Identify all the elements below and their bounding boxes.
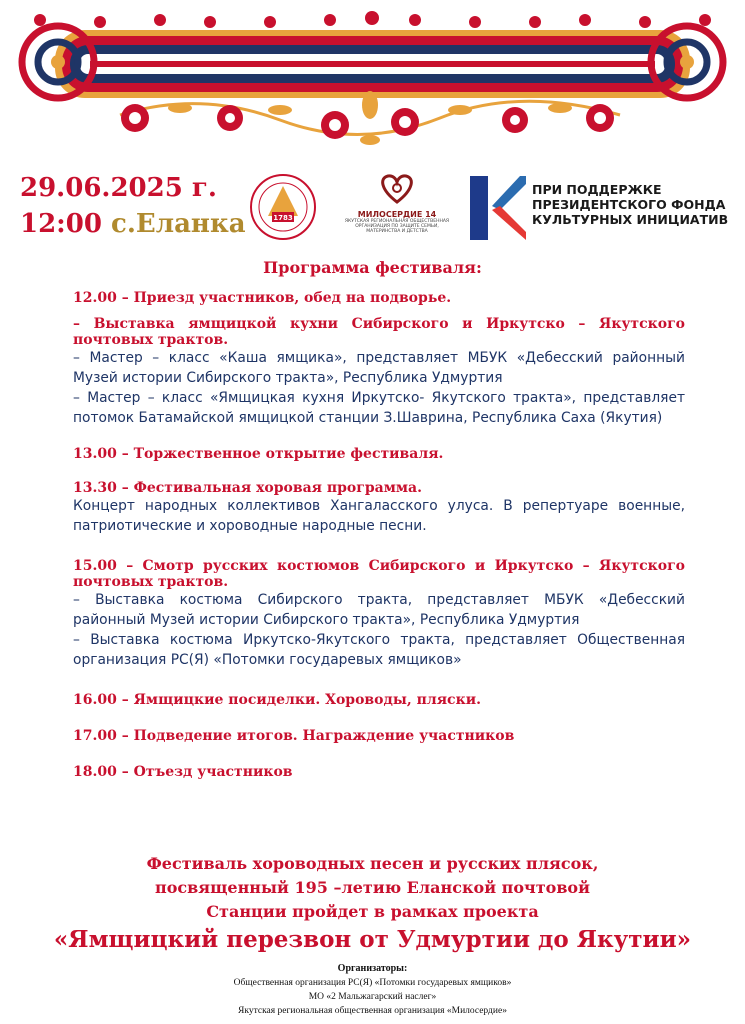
program-item (73, 480, 685, 536)
program-item-heading: 13.00 – Торжественное открытие фестиваля. (73, 446, 444, 462)
announcement-line-2: посвященный 195 –летию Еланской почтовой (155, 878, 590, 897)
organizers-title: Организаторы: (337, 963, 408, 974)
program-title: Программа фестиваля: (263, 258, 482, 277)
floral-garland-icon (120, 91, 620, 145)
event-time-place (20, 206, 246, 242)
ornament-top-dots (34, 11, 711, 28)
organizer-item: Общественная организация РС(Я) «Потомки государевых ямщиков» (233, 978, 512, 988)
program-item (73, 316, 685, 428)
presidential-fund-text (532, 182, 728, 227)
program-item-heading: 17.00 – Подведение итогов. Награждение участников (73, 728, 515, 744)
mercy-logo-name: МИЛОСЕРДИЕ 14 (357, 210, 437, 219)
mercy-logo (338, 172, 456, 242)
organizers-block (0, 962, 745, 1018)
program-list (73, 290, 685, 780)
program-item-heading: 15.00 – Смотр русских костюмов Сибирского и Иркутско – Якутского почтовых трактов. (73, 558, 685, 590)
program-item-text: – Выставка костюма Сибирского тракта, представляет МБУК «Дебесский районный Музей истории Сибирского тракта», Республика Удмуртия – Выставка костюма Иркутско-Якутского тракта, представляет Общественная организация РС(Я) «Потомки государевых ямщиков» (73, 592, 685, 668)
museum-emblem-logo (248, 172, 318, 242)
festival-announcement (0, 852, 745, 956)
organizer-item: Якутская региональная общественная организация «Милосердие» (238, 1006, 507, 1016)
program-item-heading: 16.00 – Ямщицкие посиделки. Хороводы, пляски. (73, 692, 481, 708)
presidential-fund-logo-icon (470, 176, 526, 240)
project-title: «Ямщицкий перезвон от Удмуртии до Якутии» (53, 926, 692, 953)
announcement-line-3: Станции пройдет в рамках проекта (206, 902, 539, 921)
fund-line-3: КУЛЬТУРНЫХ ИНИЦИАТИВ (532, 212, 729, 227)
event-date: 29.06.2025 г. (20, 173, 217, 203)
program-item (73, 764, 685, 780)
organizer-item: МО «2 Мальжагарский наслег» (308, 992, 437, 1002)
program-item (73, 446, 685, 462)
museum-emblem-number: 1783 (273, 214, 293, 222)
heart-ornament-icon (377, 172, 417, 204)
fund-line-2: ПРЕЗИДЕНТСКОГО ФОНДА (532, 197, 726, 212)
event-date-block (20, 170, 246, 242)
program-item-heading: 12.00 – Приезд участников, обед на подворье. (73, 290, 452, 306)
program-item-heading: 13.30 – Фестивальная хоровая программа. (73, 480, 422, 496)
mercy-logo-subtitle: ЯКУТСКАЯ РЕГИОНАЛЬНАЯ ОБЩЕСТВЕННАЯ ОРГАНИЗАЦИЯ ПО ЗАЩИТЕ СЕМЬИ, МАТЕРИНСТВА И ДЕТСТВА (344, 219, 450, 234)
program-item-text: – Мастер – класс «Каша ямщика», представляет МБУК «Дебесский районный Музей истории Сибирского тракта», Республика Удмуртия – Мастер – класс «Ямщицкая кухня Иркутско- Якутского тракта», представляет потомок Батамайской ямщицкой станции З.Шаврина, Республика Саха (Якутия) (73, 350, 685, 426)
program-item (73, 728, 685, 744)
presidential-fund-badge (470, 176, 740, 240)
folk-ornament-header (0, 0, 745, 165)
event-place: с.Еланка (111, 209, 246, 239)
fund-line-1: ПРИ ПОДДЕРЖКЕ (532, 182, 662, 197)
program-item (73, 290, 685, 306)
event-time: 12:00 (20, 209, 102, 239)
program-item-text: Концерт народных коллективов Хангаласского улуса. В репертуаре военные, патриотические и хороводные народные песни. (73, 498, 685, 534)
program-item-heading: – Выставка ямщицкой кухни Сибирского и Иркутско – Якутского почтовых трактов. (73, 316, 685, 348)
program-item (73, 692, 685, 708)
program-item (73, 558, 685, 670)
program-item-heading: 18.00 – Отъезд участников (73, 764, 293, 780)
announcement-line-1: Фестиваль хороводных песен и русских плясок, (146, 854, 599, 873)
